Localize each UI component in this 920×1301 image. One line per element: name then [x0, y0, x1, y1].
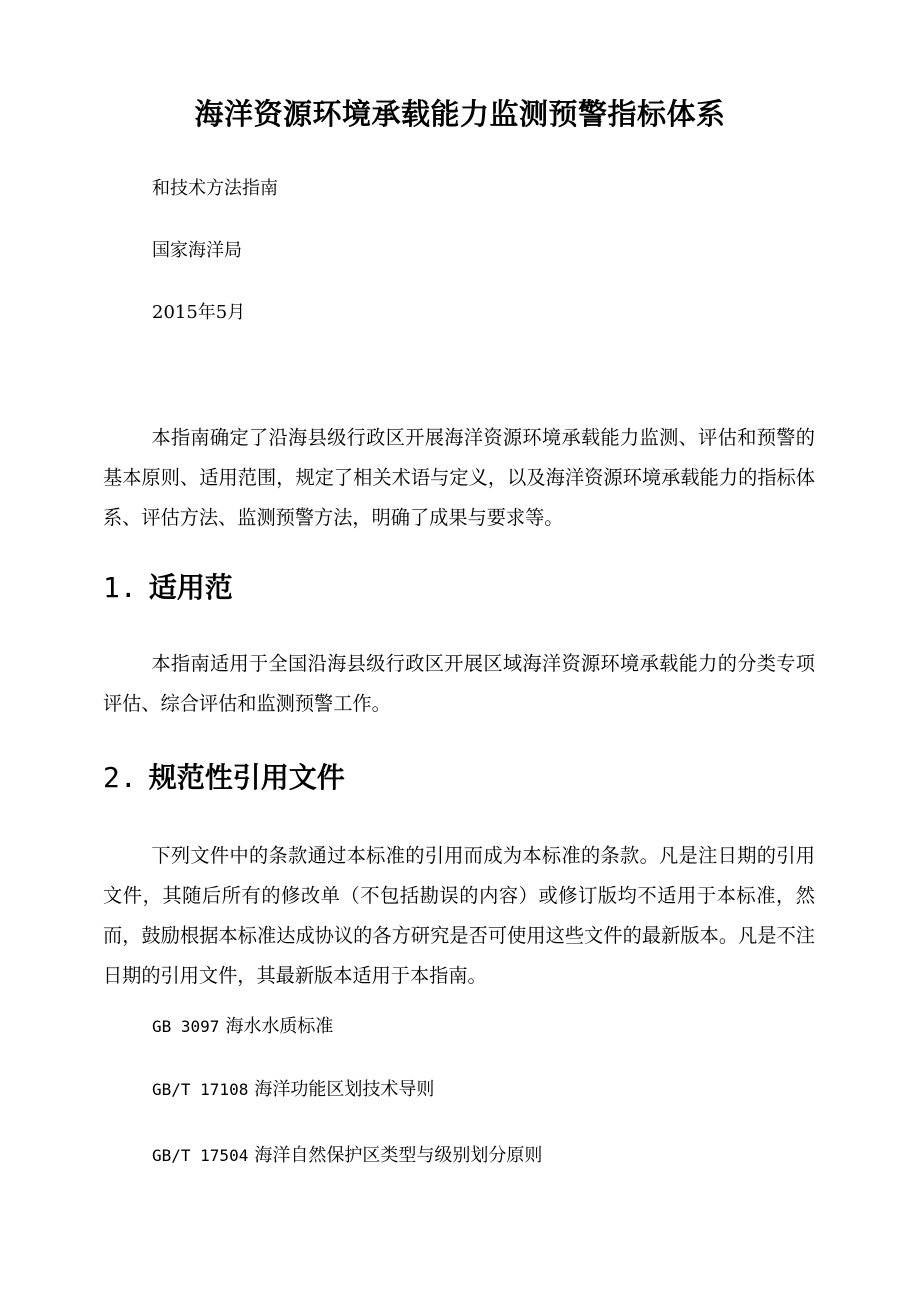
reference-item	[152, 1145, 542, 1167]
section-2-paragraph	[103, 836, 815, 996]
document-subtitle: 和技术方法指南	[152, 178, 278, 199]
section-number: 2.	[103, 761, 137, 794]
reference-name: 海洋功能区划技术导则	[254, 1079, 435, 1100]
section-1-text: 本指南适用于全国沿海县级行政区开展区域海洋资源环境承载能力的分类专项评估、综合评估和监测预警工作。	[103, 652, 815, 715]
reference-code: GB 3097	[152, 1017, 220, 1036]
section-heading-2	[103, 756, 345, 796]
intro-paragraph	[103, 418, 815, 538]
reference-name: 海水水质标准	[225, 1016, 334, 1037]
reference-code: GB/T 17108	[152, 1080, 249, 1099]
section-number: 1.	[103, 571, 137, 604]
section-2-text: 下列文件中的条款通过本标准的引用而成为本标准的条款。凡是注日期的引用文件，其随后所有的修改单（不包括勘误的内容）或修订版均不适用于本标准，然而，鼓励根据本标准达成协议的各方研究是否可使用这些文件的最新版本。凡是不注日期的引用文件，其最新版本适用于本指南。	[103, 844, 815, 987]
section-heading-1	[103, 566, 233, 606]
section-title: 适用范	[148, 571, 233, 604]
section-1-paragraph	[103, 644, 815, 724]
document-title: 海洋资源环境承载能力监测预警指标体系	[194, 97, 726, 131]
reference-item	[152, 1079, 434, 1101]
section-title: 规范性引用文件	[148, 761, 345, 794]
reference-code: GB/T 17504	[152, 1146, 249, 1165]
reference-item	[152, 1016, 333, 1038]
reference-name: 海洋自然保护区类型与级别划分原则	[254, 1145, 543, 1166]
issuer: 国家海洋局	[152, 240, 242, 261]
publish-date: 2015年5月	[152, 302, 246, 323]
intro-text: 本指南确定了沿海县级行政区开展海洋资源环境承载能力监测、评估和预警的基本原则、适用范围，规定了相关术语与定义，以及海洋资源环境承载能力的指标体系、评估方法、监测预警方法，明确了成果与要求等。	[103, 426, 815, 529]
